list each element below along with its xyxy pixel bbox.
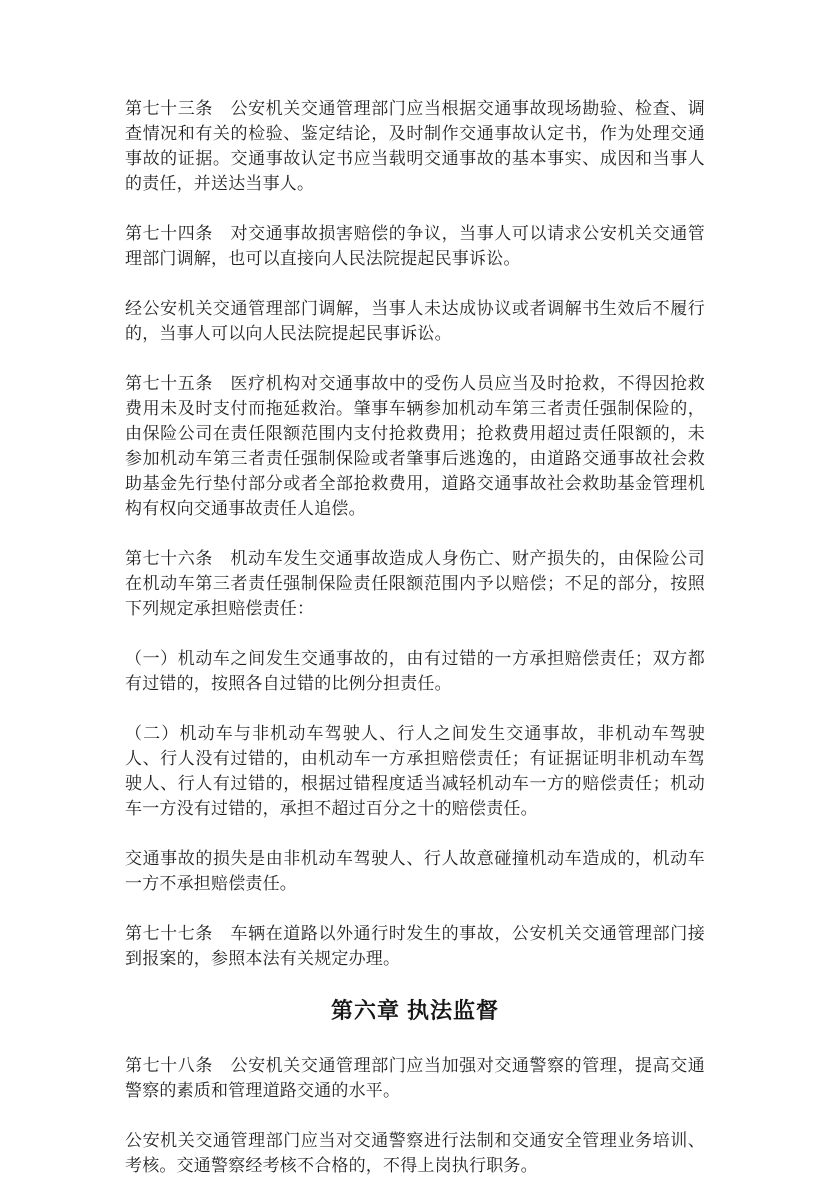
paragraph-article-74-clause-2: 经公安机关交通管理部门调解，当事人未达成协议或者调解书生效后不履行的，当事人可以向人民法院提起民事诉讼。 — [125, 299, 705, 343]
paragraph-article-77: 第七十七条 车辆在道路以外通行时发生的事故，公安机关交通管理部门接到报案的，参照本法有关规定办理。 — [125, 924, 705, 968]
chapter-6-heading: 第六章 执法监督 — [330, 998, 500, 1023]
paragraph-article-78: 第七十八条 公安机关交通管理部门应当加强对交通警察的管理，提高交通警察的素质和管理道路交通的水平。 — [125, 1056, 705, 1100]
paragraph-article-76: 第七十六条 机动车发生交通事故造成人身伤亡、财产损失的，由保险公司在机动车第三者责任强制保险责任限额范围内予以赔偿；不足的部分，按照下列规定承担赔偿责任： — [125, 549, 705, 618]
paragraph-article-75: 第七十五条 医疗机构对交通事故中的受伤人员应当及时抢救，不得因抢救费用未及时支付而拖延救治。肇事车辆参加机动车第三者责任强制保险的，由保险公司在责任限额范围内支付抢救费用；抢救费用超过责任限额的，未参加机动车第三者责任强制保险或者肇事后逃逸的，由道路交通事故社会救助基金先行垫付部分或者全部抢救费用，道路交通事故社会救助基金管理机构有权向交通事故责任人追偿。 — [125, 374, 705, 518]
paragraph-article-76-item-1: （一）机动车之间发生交通事故的，由有过错的一方承担赔偿责任；双方都有过错的，按照各自过错的比例分担责任。 — [125, 649, 705, 693]
document-body — [125, 96, 705, 1178]
paragraph-article-76-item-2: （二）机动车与非机动车驾驶人、行人之间发生交通事故，非机动车驾驶人、行人没有过错的，由机动车一方承担赔偿责任；有证据证明非机动车驾驶人、行人有过错的，根据过错程度适当减轻机动车一方的赔偿责任；机动车一方没有过错的，承担不超过百分之十的赔偿责任。 — [125, 724, 705, 818]
paragraph-article-74: 第七十四条 对交通事故损害赔偿的争议，当事人可以请求公安机关交通管理部门调解，也可以直接向人民法院提起民事诉讼。 — [125, 224, 705, 268]
paragraph-article-78-clause-2: 公安机关交通管理部门应当对交通警察进行法制和交通安全管理业务培训、考核。交通警察经考核不合格的，不得上岗执行职务。 — [125, 1131, 705, 1175]
paragraph-article-76-clause-3: 交通事故的损失是由非机动车驾驶人、行人故意碰撞机动车造成的，机动车一方不承担赔偿责任。 — [125, 849, 705, 893]
paragraph-article-73: 第七十三条 公安机关交通管理部门应当根据交通事故现场勘验、检查、调查情况和有关的检验、鉴定结论，及时制作交通事故认定书，作为处理交通事故的证据。交通事故认定书应当载明交通事故的基本事实、成因和当事人的责任，并送达当事人。 — [125, 99, 705, 193]
